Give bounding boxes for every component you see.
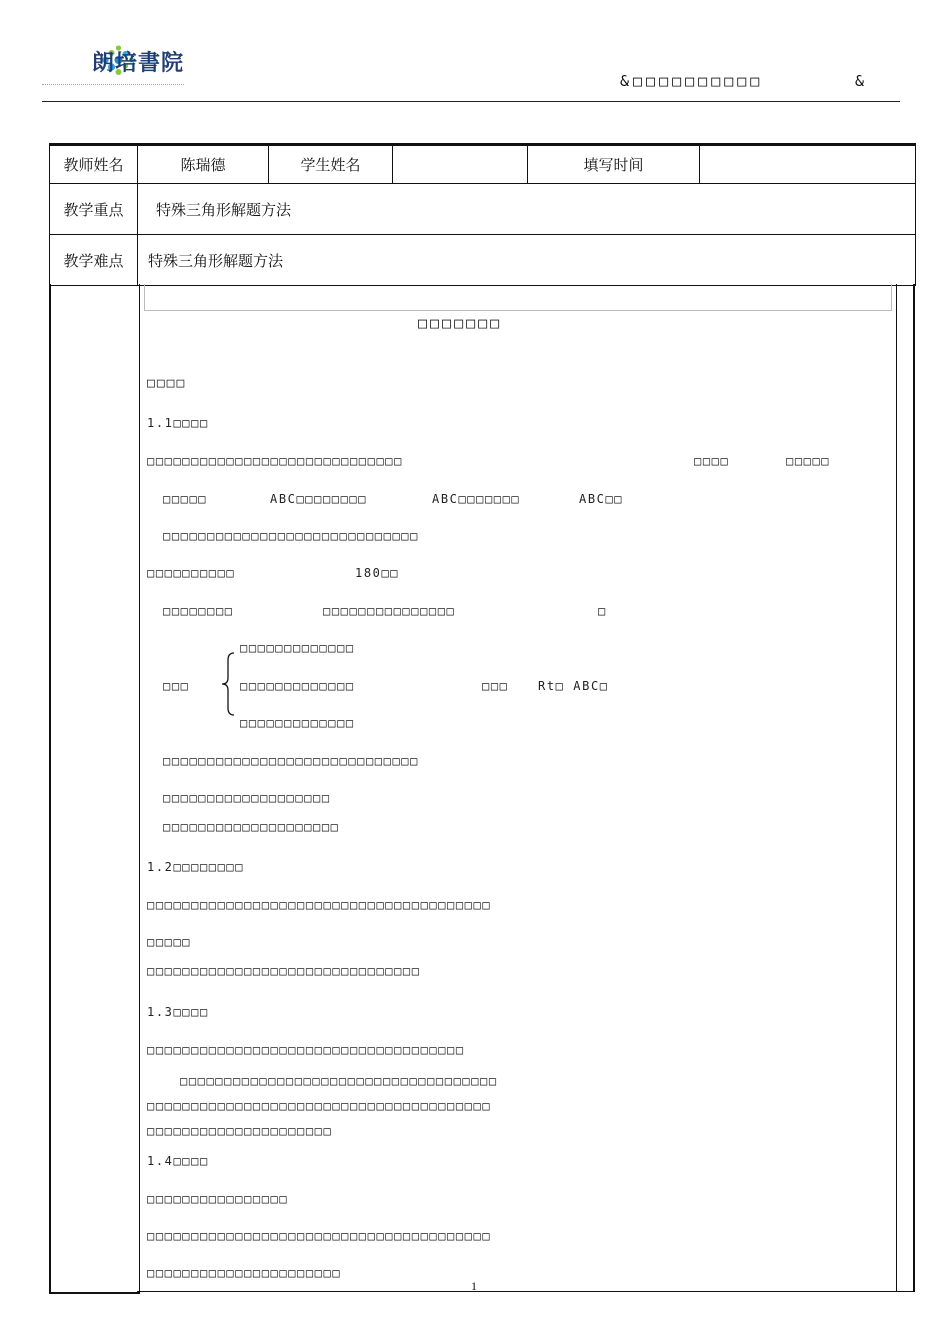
- text-line: □□□□□□□□□□□□□: [240, 716, 355, 730]
- text-line: □□□□□□□□□□□□□□□□□□□□□□□□□□□□□□□□□□□□□□□: [147, 1229, 492, 1243]
- text-line: □□□□□: [786, 454, 831, 468]
- text-line: □□□□□□□□□□□□□□□□□□□□□□□□□□□□□: [163, 754, 419, 768]
- text-line: □□□: [163, 679, 190, 693]
- text-line: □□□□□: [163, 492, 208, 506]
- fill-time-label: 填写时间: [528, 145, 700, 184]
- text-line: □□□□□: [147, 935, 192, 949]
- text-line: □□□□□□□□□□□□□□□□□□□□□□□□□□□□□□□□□□□□□□□: [147, 1099, 492, 1113]
- curly-brace-icon: [220, 652, 236, 716]
- focus-value: 特殊三角形解题方法: [138, 184, 916, 235]
- text-line: □□□□□□□□□□□□□□□□□□□□□□□□□□□□□: [163, 529, 419, 543]
- text-line: □□□□□□□□□□□□□□□: [323, 604, 456, 618]
- focus-label: 教学重点: [50, 184, 138, 235]
- text-line: □□□□□□□□: [163, 604, 234, 618]
- text-line: 180□□: [355, 566, 400, 580]
- fill-time-cell[interactable]: [700, 145, 916, 184]
- subheading-1-4: 1.4□□□□: [147, 1154, 209, 1168]
- content-title: □□□□□□□: [418, 314, 503, 332]
- text-line: □□□□□□□□□□□□□□□□□□□□□□□□□□□□□□□□□□□□: [180, 1074, 498, 1088]
- text-line: □□□□□□□□□□□□□□□□□□□□□□□□□□□□□□□□□□□□: [147, 1043, 465, 1057]
- subheading-1-2: 1.2□□□□□□□□: [147, 860, 245, 874]
- text-line: Rt□ ABC□: [538, 679, 609, 693]
- teacher-label: 教师姓名: [50, 145, 138, 184]
- text-line: □□□□□□□□□□□□□□□□□□□□□□□□□□□□□□□: [147, 964, 421, 978]
- logo-text: 朗培書院: [92, 51, 185, 76]
- page-number: 1: [471, 1279, 477, 1293]
- text-line: ABC□□□□□□□: [432, 492, 521, 506]
- inner-box: [144, 284, 892, 311]
- text-line: □□□□□□□□□□□□□□□□□□□□□□: [147, 1266, 342, 1280]
- text-line: □: [598, 604, 607, 618]
- subheading-1-3: 1.3□□□□: [147, 1005, 209, 1019]
- text-line: □□□□□□□□□□□□□□□□□□□□□□□□□□□□□: [147, 454, 403, 468]
- text-line: ABC□□: [579, 492, 624, 506]
- header-right-text: &□□□□□□□□□□: [620, 72, 764, 90]
- text-line: □□□□□□□□□□□□□: [240, 641, 355, 655]
- right-column-line: [896, 284, 897, 1292]
- text-line: ABC□□□□□□□□: [270, 492, 368, 506]
- logo-underline: [42, 84, 184, 85]
- section-heading: □□□□: [147, 376, 187, 391]
- text-line: □□□: [482, 679, 509, 693]
- subheading-1-1: 1.1□□□□: [147, 416, 209, 430]
- text-line: □□□□□□□□□□□□□□□□□□□: [163, 791, 331, 805]
- header-rule: [42, 101, 900, 102]
- text-line: □□□□□□□□□□□□□□□□: [147, 1192, 289, 1206]
- right-outer-line: [913, 284, 915, 1292]
- left-column: [49, 284, 140, 1294]
- bottom-rule: [137, 1291, 915, 1292]
- difficulty-value: 特殊三角形解题方法: [138, 235, 916, 286]
- text-line: □□□□□□□□□□: [147, 566, 236, 580]
- text-line: □□□□: [694, 454, 730, 468]
- text-line: □□□□□□□□□□□□□□□□□□□□□□□□□□□□□□□□□□□□□□□: [147, 898, 492, 912]
- difficulty-label: 教学难点: [50, 235, 138, 286]
- text-line: □□□□□□□□□□□□□: [240, 679, 355, 693]
- student-label: 学生姓名: [269, 145, 393, 184]
- teacher-name: 陈瑞德: [138, 145, 269, 184]
- header-amp: &: [855, 72, 865, 90]
- student-name-cell[interactable]: [393, 145, 528, 184]
- text-line: □□□□□□□□□□□□□□□□□□□□: [163, 820, 340, 834]
- text-line: □□□□□□□□□□□□□□□□□□□□□: [147, 1124, 333, 1138]
- lesson-info-table: [49, 143, 916, 286]
